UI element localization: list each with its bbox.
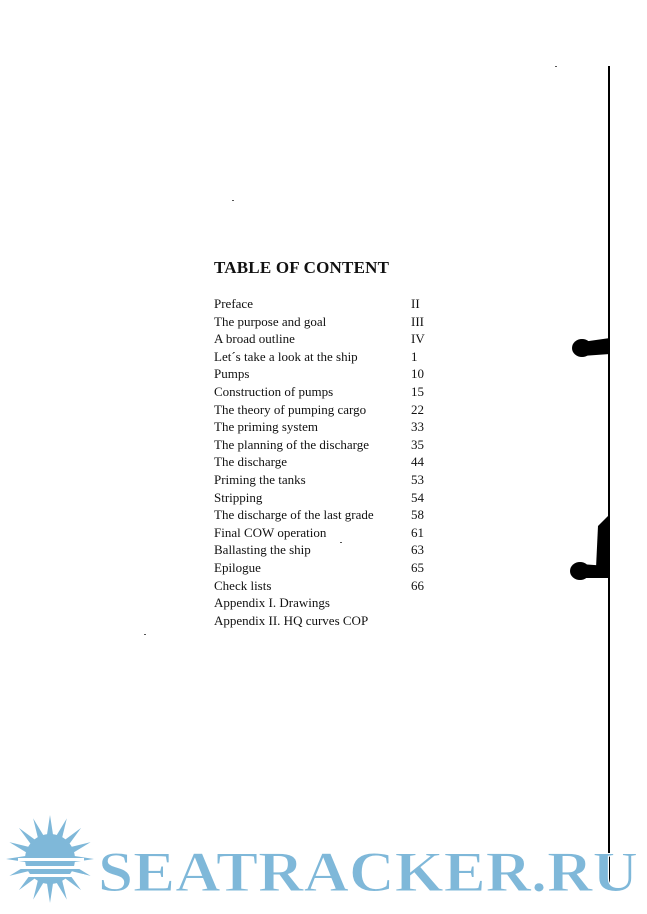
toc-entry <box>214 401 444 419</box>
toc-entry <box>214 506 444 524</box>
sun-ray <box>33 818 44 838</box>
scan-speck <box>144 634 146 635</box>
toc-entry-label: Let´s take a look at the ship <box>214 348 358 364</box>
toc-entry-label: The discharge of the last grade <box>214 507 374 523</box>
toc-entry <box>214 577 444 595</box>
toc-entry-label: Construction of pumps <box>214 383 334 399</box>
sun-ray <box>47 883 53 903</box>
toc-entry-label: Final COW operation <box>214 524 327 540</box>
sun-ray <box>65 828 81 844</box>
watermark-text: SEATRACKER.RU <box>98 841 638 904</box>
toc-entry <box>214 295 444 313</box>
toc-entry-label: Stripping <box>214 489 263 505</box>
toc-entry-label: The planning of the discharge <box>214 436 369 452</box>
toc-entry-label: Preface <box>214 296 253 311</box>
toc-entry-page: 44 <box>411 454 424 470</box>
toc-entry <box>214 330 444 348</box>
toc-entry <box>214 436 444 454</box>
toc-entry-page: 66 <box>411 577 424 593</box>
scan-speck <box>555 66 557 67</box>
toc-entry-page: 10 <box>411 366 424 382</box>
toc-entry-label: The priming system <box>214 419 318 435</box>
sun-ray <box>19 828 35 844</box>
toc-entry <box>214 313 444 331</box>
toc-entry <box>214 418 444 436</box>
sun-ray <box>9 842 29 853</box>
sun-ray <box>56 880 67 900</box>
toc-entry-label: Appendix I. Drawings <box>214 595 330 611</box>
toc-entry-page: 15 <box>411 383 424 399</box>
horizon-stripes <box>18 858 84 877</box>
toc-entry <box>214 489 444 507</box>
toc-entry-page: 1 <box>411 348 418 364</box>
toc-entry <box>214 524 444 542</box>
toc-entry-page: II <box>411 296 420 311</box>
toc-entry-page: 58 <box>411 507 424 523</box>
toc-entry-page: IV <box>411 331 425 347</box>
toc-entry-page: 65 <box>411 559 424 575</box>
toc-entry-label: Epilogue <box>214 559 261 575</box>
toc-entry-page: 54 <box>411 489 424 505</box>
toc-entry-page: 61 <box>411 524 424 540</box>
sun-ray <box>71 842 91 853</box>
toc-entry-label: The purpose and goal <box>214 313 327 329</box>
scan-speck <box>232 200 234 201</box>
toc-entry-label: Priming the tanks <box>214 471 306 487</box>
toc-entry-label: Pumps <box>214 366 250 382</box>
toc-entry-label: Appendix II. HQ curves COP <box>214 612 369 628</box>
toc-entry <box>214 612 444 630</box>
toc-entry <box>214 594 444 612</box>
toc-entry <box>214 348 444 366</box>
toc-entry-page: 53 <box>411 471 424 487</box>
sun-ray <box>33 880 44 900</box>
toc-entry <box>214 453 444 471</box>
binding-edge-line <box>608 66 610 886</box>
sun-ray <box>47 815 53 835</box>
sun-ray <box>56 818 67 838</box>
toc-entry <box>214 365 444 383</box>
toc-entry <box>214 383 444 401</box>
toc-entry-label: The discharge <box>214 454 288 470</box>
toc-entry-page: III <box>411 313 424 329</box>
punch-hole-top <box>570 334 610 360</box>
toc-entry-page: 63 <box>411 542 424 558</box>
watermark-logo <box>0 814 647 914</box>
toc-entry <box>214 471 444 489</box>
toc-entry <box>214 541 444 559</box>
toc-entry-label: Check lists <box>214 577 272 593</box>
toc-entry-label: Ballasting the ship <box>214 542 311 558</box>
toc-entry <box>214 559 444 577</box>
toc-entry-page: 35 <box>411 436 424 452</box>
toc-entry-label: The theory of pumping cargo <box>214 401 367 417</box>
toc-title: TABLE OF CONTENT <box>214 258 390 277</box>
toc-entry-label: A broad outline <box>214 331 295 347</box>
toc-entry-page: 33 <box>411 419 424 435</box>
toc-list <box>214 295 444 629</box>
toc-entry-page: 22 <box>411 401 424 417</box>
punch-hole-bottom <box>568 516 610 582</box>
